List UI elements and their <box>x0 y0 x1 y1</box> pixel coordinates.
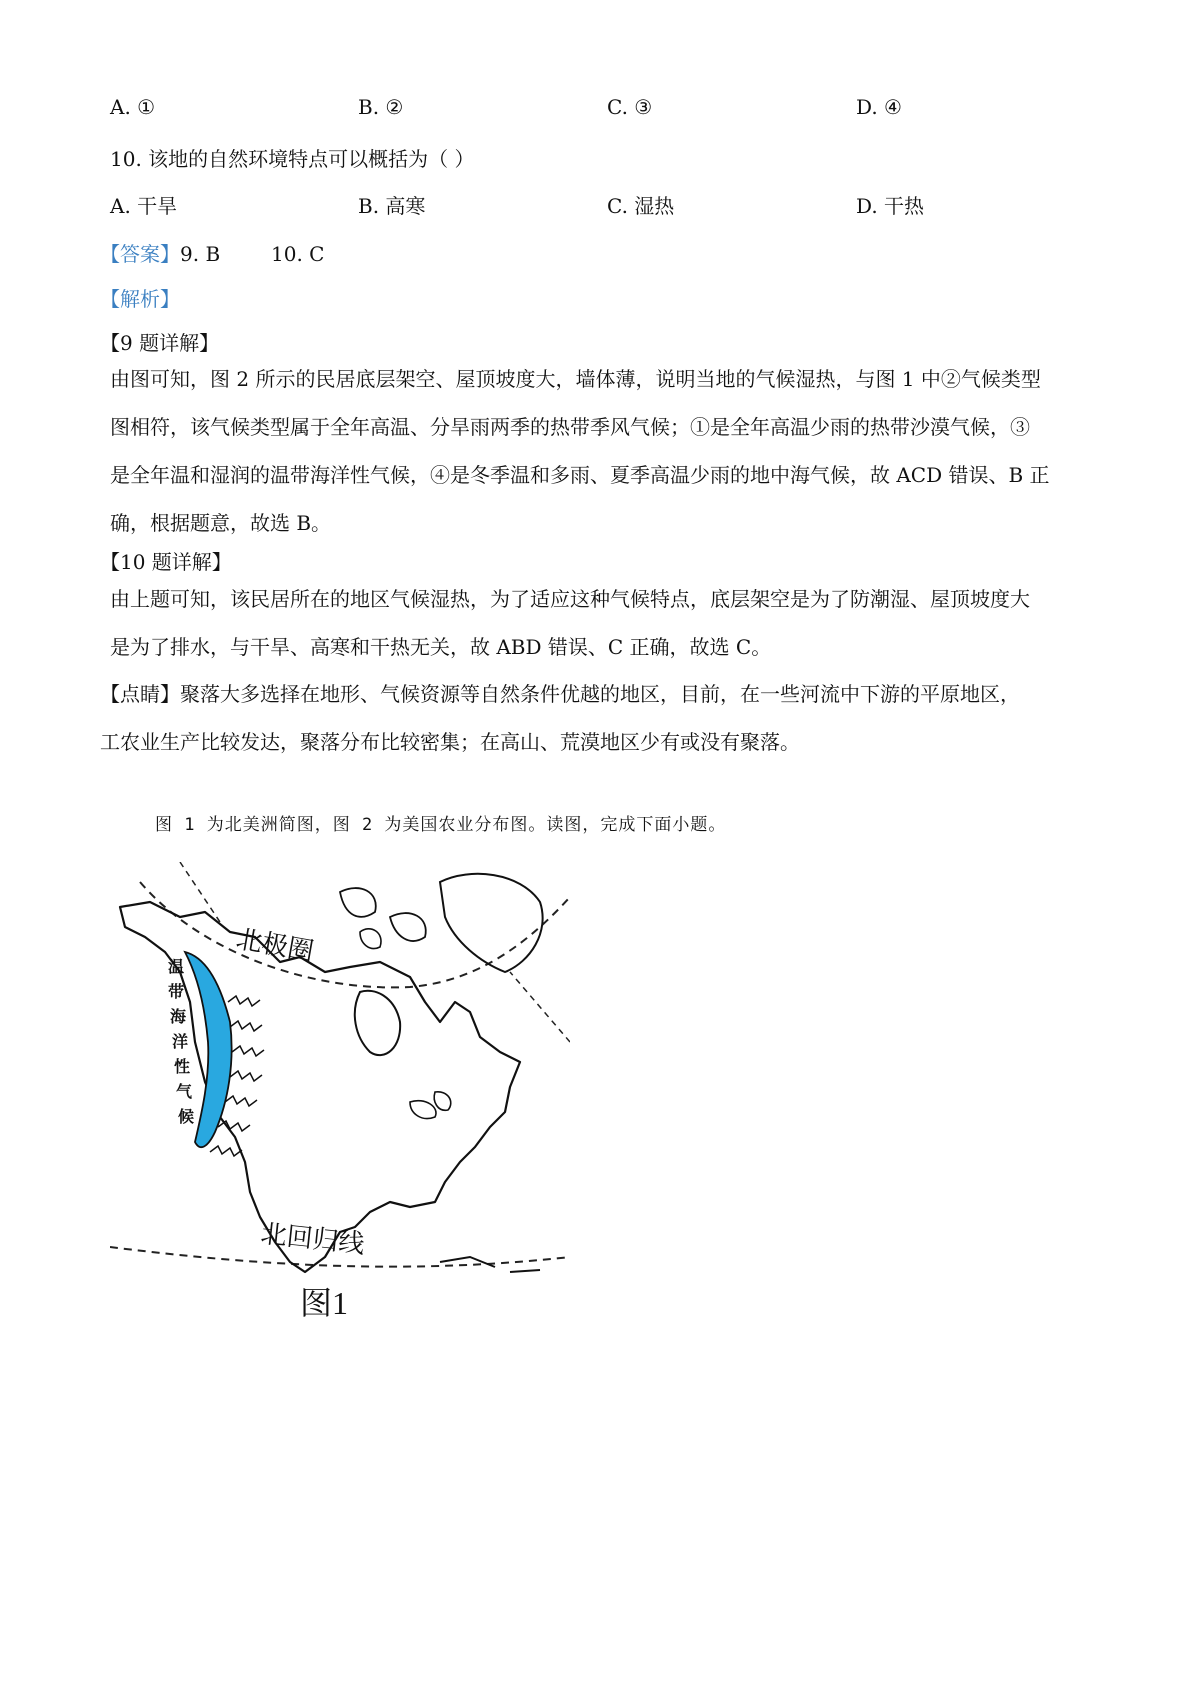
answer-text: 9. B 10. C <box>180 242 325 266</box>
q10-option-a: A. 干旱 <box>110 194 178 218</box>
q10-option-b: B. 高寒 <box>358 194 426 218</box>
climate-label-char: 温 <box>168 957 185 976</box>
comment-body <box>100 670 1090 766</box>
climate-label-char: 海 <box>170 1007 187 1026</box>
q9-detail-heading: 【9 题详解】 <box>100 331 220 355</box>
q9-detail-line: 由图可知，图 2 所示的民居底层架空、屋顶坡度大，墙体薄，说明当地的气候湿热，与图 1 中②气候类型 <box>110 367 1041 391</box>
q9-option-c: C. ③ <box>607 95 653 119</box>
climate-label-char: 性 <box>174 1057 191 1076</box>
tropic-label: 北回归线 <box>259 1219 366 1260</box>
q10-detail-body <box>110 575 1100 671</box>
q10-detail-line: 是为了排水，与干旱、高寒和干热无关，故 ABD 错误、C 正确，故选 C。 <box>110 635 772 659</box>
answer-tag: 【答案】 <box>100 242 180 266</box>
figure-caption: 图1 <box>300 1285 349 1321</box>
q9-option-b: B. ② <box>358 95 404 119</box>
q9-option-d: D. ④ <box>856 95 902 119</box>
climate-label-char: 气 <box>176 1082 193 1101</box>
climate-label-char: 候 <box>178 1107 195 1126</box>
figure-intro: 图 1 为北美洲简图，图 2 为美国农业分布图。读图，完成下面小题。 <box>155 815 727 835</box>
q10-detail-heading: 【10 题详解】 <box>100 550 232 574</box>
answer-line <box>100 238 324 267</box>
q10-option-d: D. 干热 <box>856 194 925 218</box>
q9-options <box>110 95 1110 125</box>
arctic-circle-label: 北极圈 <box>233 924 316 968</box>
comment-line: 工农业生产比较发达，聚落分布比较密集；在高山、荒漠地区少有或没有聚落。 <box>100 730 800 754</box>
q10-option-c: C. 湿热 <box>607 194 675 218</box>
comment-line: 【点睛】聚落大多选择在地形、气候资源等自然条件优越的地区，目前，在一些河流中下游的平原地区， <box>100 682 1020 706</box>
north-america-map <box>110 862 570 1322</box>
climate-label-char: 洋 <box>172 1032 189 1051</box>
q10-detail-line: 由上题可知，该民居所在的地区气候湿热，为了适应这种气候特点，底层架空是为了防潮湿、屋顶坡度大 <box>110 587 1030 611</box>
q9-detail-line: 确，根据题意，故选 B。 <box>110 511 332 535</box>
q9-detail-line: 图相符，该气候类型属于全年高温、分旱雨两季的热带季风气候；①是全年高温少雨的热带沙漠气候，③ <box>110 415 1030 439</box>
q9-detail-line: 是全年温和湿润的温带海洋性气候，④是冬季温和多雨、夏季高温少雨的地中海气候，故 ACD 错误、B 正 <box>110 463 1050 487</box>
analysis-tag: 【解析】 <box>100 287 180 311</box>
q10-stem: 10. 该地的自然环境特点可以概括为（ ） <box>110 147 475 171</box>
q9-option-a: A. ① <box>110 95 156 119</box>
q9-detail-body <box>110 355 1100 547</box>
q10-options <box>110 190 1110 220</box>
climate-label-char: 带 <box>168 982 185 1001</box>
